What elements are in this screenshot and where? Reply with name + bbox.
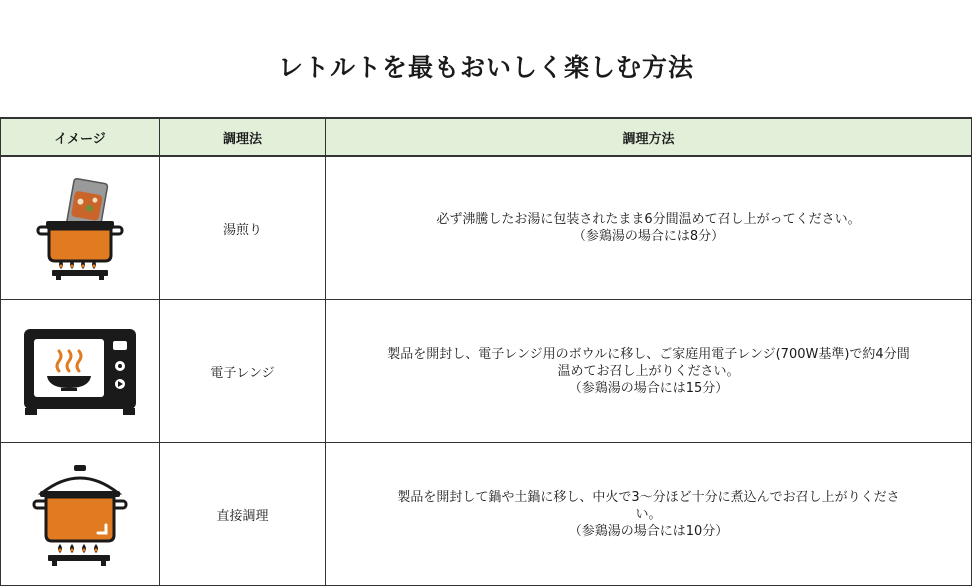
header-method: 調理法 [160, 118, 326, 156]
procedure-line: い。 [635, 506, 662, 522]
procedure-cell [326, 443, 972, 586]
method-cell: 直接調理 [160, 443, 326, 586]
header-image: イメージ [1, 118, 160, 156]
procedure-line: 製品を開封して鍋や土鍋に移し、中火で3～分ほど十分に煮込んでお召し上がりくださ [397, 489, 900, 505]
procedure-line: 必ず沸騰したお湯に包装されたまま6分間温めて召し上がってください。 [436, 212, 861, 227]
pot-on-stove-with-pouch-icon [30, 173, 130, 283]
header-procedure: 調理方法 [326, 118, 972, 156]
table-row [1, 300, 972, 443]
procedure-cell [326, 300, 972, 443]
table-row [1, 156, 972, 300]
procedure-cell [326, 156, 972, 300]
page-title: レトルトを最もおいしく楽しむ方法 [277, 53, 694, 82]
procedure-note: （参鶏湯の場合には15分） [568, 380, 729, 396]
cooking-methods-table [0, 117, 972, 586]
image-cell [1, 443, 160, 586]
image-cell [1, 300, 160, 443]
table-row [1, 443, 972, 586]
procedure-line: 温めてお召し上がりください。 [557, 363, 740, 379]
procedure-line: 製品を開封し、電子レンジ用のボウルに移し、ご家庭用電子レンジ(700W基準)で約4分間 [387, 346, 910, 362]
covered-pot-on-stove-icon [30, 459, 130, 569]
table-header-row [1, 118, 972, 156]
method-cell: 電子レンジ [160, 300, 326, 443]
procedure-note: （参鶏湯の場合には10分） [568, 523, 729, 539]
method-cell: 湯煎り [160, 156, 326, 300]
microwave-icon [21, 326, 139, 416]
procedure-note: （参鶏湯の場合には8分） [572, 229, 725, 244]
image-cell [1, 156, 160, 300]
